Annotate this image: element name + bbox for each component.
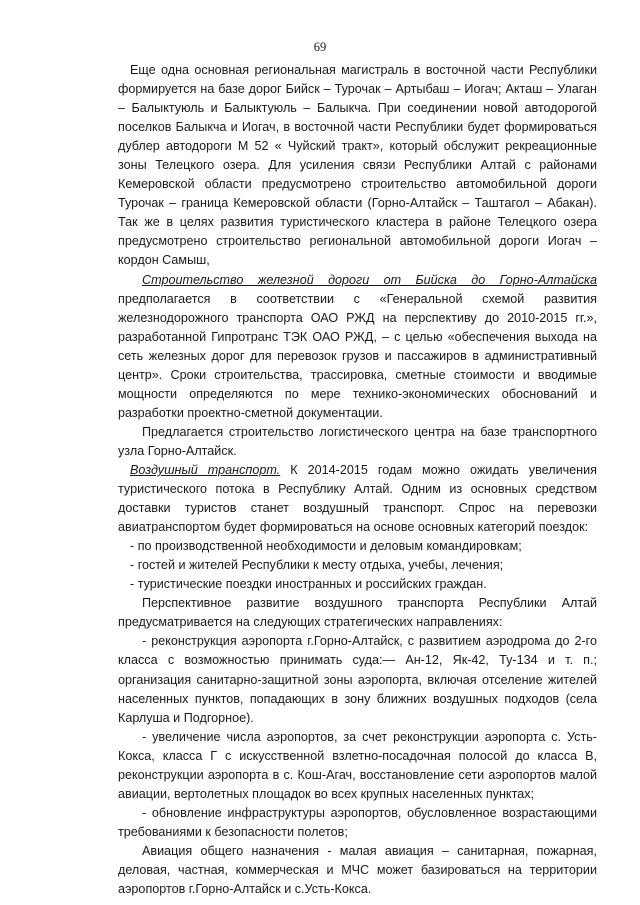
paragraph-airport-count: - увеличение числа аэропортов, за счет реконструкции аэропорта с. Усть-Кокса, класса Г с искусственной взлетно-посадочная полосой до класса В, реконструкции аэропорта в с. Кош-Агач, восстановление сети аэропортов малой авиации, вертолетных площадок во всех крупных населенных пунктах; (118, 729, 597, 801)
paragraph-railway (118, 271, 597, 423)
list-item: - туристические поездки иностранных и российских граждан. (130, 577, 487, 592)
paragraph-infrastructure: - обновление инфраструктуры аэропортов, обусловленное возрастающими требованиями к безопасности полетов; (118, 805, 597, 839)
paragraph-airport-reconstruction: - реконструкция аэропорта г.Горно-Алтайск, с развитием аэродрома до 2-го класса с возможностью принимать суда:— Ан-12, Як-42, Ту-134 и т. п.; организация санитарно-защитной зоны аэропорта, включая отселение жителей населенных пунктов, попадающих в зону ближних воздушных подходов (села Карлуша и Подгорное). (118, 634, 597, 725)
paragraph-strategic-directions: Перспективное развитие воздушного транспорта Республики Алтай предусматривается на следующих стратегических направлениях: (118, 596, 597, 630)
page-number: 69 (313, 40, 327, 54)
list-item: - по производственной необходимости и деловым командировкам; (130, 539, 522, 554)
air-transport-text: К 2014-2015 годам можно ожидать увеличения туристического потока в Республику Алтай. Одним из основных средством доставки туристов станет воздушный транспорт. Спрос на перевозки авиатранспортом будет формироваться на основе основных категорий поездок: (118, 462, 597, 535)
list-item: - гостей и жителей Республики к месту отдыха, учебы, лечения; (130, 558, 504, 573)
body-text (118, 61, 597, 899)
air-transport-heading: Воздушный транспорт. (130, 462, 281, 477)
paragraph-general-aviation: Авиация общего назначения - малая авиация – санитарная, пожарная, деловая, частная, коммерческая и МЧС может базироваться на территории аэропортов г.Горно-Алтайск и с.Усть-Кокса. (118, 843, 597, 897)
paragraph-air-transport (118, 461, 597, 537)
paragraph-regional-highway: Еще одна основная региональная магистраль в восточной части Республики формируется на базе дорог Бийск – Турочак – Артыбаш – Иогач; Акташ – Улаган – Балыктуюль и Балыктуюль – Балыкча. При соединении новой автодорогой поселков Балыкча и Иогач, в восточной части Республики будет формироваться дублер автодороги М 52 « Чуйский тракт», который обслужит рекреационные зоны Телецкого озера. Для усиления связи Республики Алтай с районами Кемеровской области предусмотрено строительство автомобильной дороги Турочак – граница Кемеровской области (Горно-Алтайск – Таштагол – Абакан). Так же в целях развития туристического кластера в районе Телецкого озера предусмотрено строительство региональной автомобильной дороги Иогач – кордон Самыш, (118, 63, 597, 268)
railway-heading: Строительство железной дороги от Бийска до Горно-Алтайска (142, 272, 597, 287)
railway-text: предполагается в соответствии с «Генеральной схемой развития железнодорожного транспорта ОАО РЖД на перспективу до 2010-2015 гг.», разработанной Гипротранс ТЭК ОАО РЖД, – с целью «обеспечения выхода на сеть железных дорог для перевозок грузов и пассажиров в административный центр». Сроки строительства, трассировка, сметные стоимости и вводимые мощности определяются по мере технико-экономических обоснований и разработки проектно-сметной документации. (118, 291, 597, 420)
paragraph-logistics-center: Предлагается строительство логистического центра на базе транспортного узла Горно-Алтайск. (118, 424, 597, 458)
